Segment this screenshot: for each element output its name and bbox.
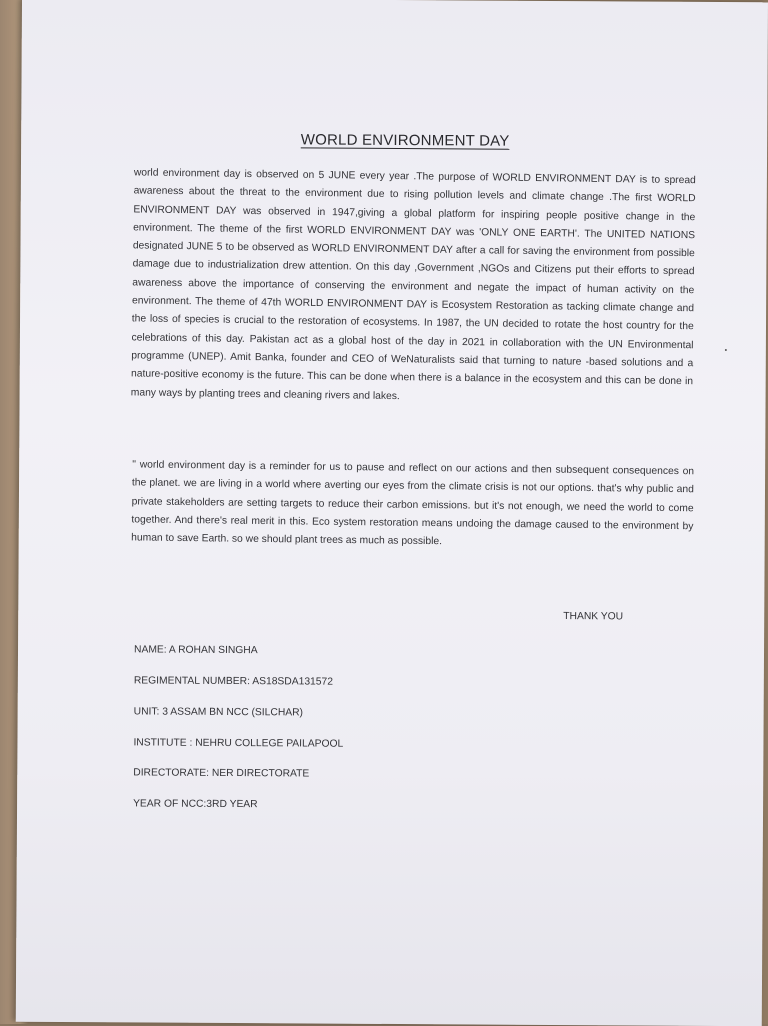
detail-unit: UNIT: 3 ASSAM BN NCC (SILCHAR) <box>133 706 304 719</box>
detail-directorate: DIRECTORATE: NER DIRECTORATE <box>133 767 310 780</box>
detail-name: NAME: A ROHAN SINGHA <box>133 644 258 657</box>
detail-regimental-number: REGIMENTAL NUMBER: AS18SDA131572 <box>133 675 334 688</box>
paper-sheet <box>16 0 768 1026</box>
paragraph-quote: '' world environment day is a reminder for us to pause and reflect on our actions and then subsequent consequences on the planet. we are living in a world where averting our eyes from the climate crisis is not our options. that's why public and private stakeholders are setting targets to reduce their carbon emissions. but it's not enough, we need the world to come together. And there's real merit in this. Eco system restoration means undoing the damage caused to the environment by human to save Earth. so we should plant trees as much as possible. <box>131 459 695 548</box>
document-title: WORLD ENVIRONMENT DAY <box>300 131 510 150</box>
paragraph-intro: world environment day is observed on 5 JUNE every year .The purpose of WORLD ENVIRONMENT DAY is to spread awareness about the threat to the environment due to rising pollution levels and climate change .The first WORLD ENVIRONMENT DAY was observed in 1947,giving a global platform for inspiring people positive change in the environment. The theme of the first WORLD ENVIRONMENT DAY was 'ONLY ONE EARTH'. The UNITED NATIONS designated JUNE 5 to be observed as WORLD ENVIRONMENT DAY after a call for saving the environment from possible damage due to industrialization drew attention. On this day ,Government ,NGOs and Citizens put their efforts to spread awareness above the importance of conserving the environment and negate the impact of human activity on the environment. The theme of 47th WORLD ENVIRONMENT DAY is Ecosystem Restoration as tacking climate change and the loss of species is crucial to the restoration of ecosystems. In 1987, the UN decided to rotate the host country for the celebrations of this day. Pakistan act as a global host of the day in 2021 in collaboration with the UN Environmental programme (UNEP). Amit Banka, founder and CEO of WeNaturalists said that turning to nature -based solutions and a nature-positive economy is the future. This can be done when there is a balance in the ecosystem and this can be done in many ways by planting trees and cleaning rivers and lakes. <box>130 167 696 402</box>
closing-thanks: THANK YOU <box>563 611 624 623</box>
ink-dot <box>725 349 727 351</box>
detail-institute: INSTITUTE : NEHRU COLLEGE PAILAPOOL <box>133 737 344 750</box>
detail-year: YEAR OF NCC:3RD YEAR <box>133 798 258 811</box>
